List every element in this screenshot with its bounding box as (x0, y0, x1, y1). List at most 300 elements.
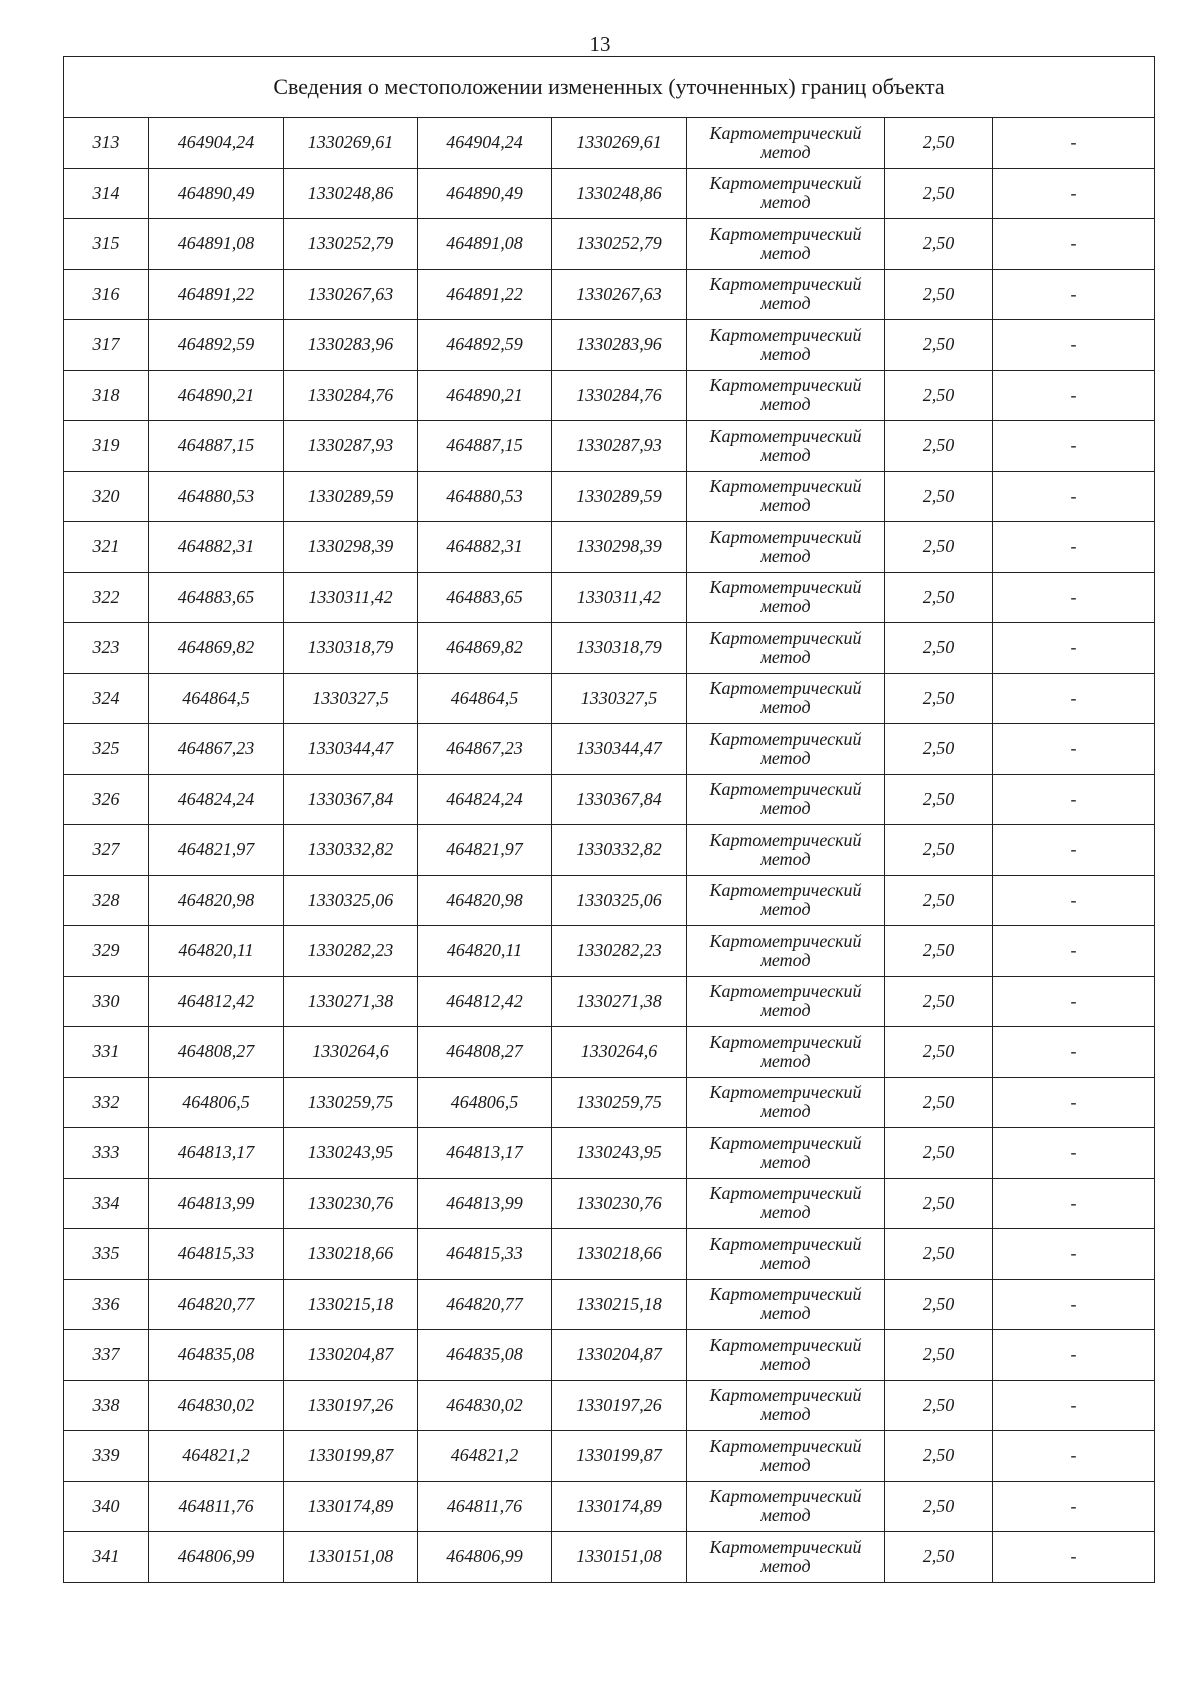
refined-x-cell: 464806,99 (418, 1532, 552, 1583)
method-line-2: метод (760, 697, 811, 718)
table-row (64, 825, 1155, 876)
point-number-cell: 315 (64, 219, 149, 270)
point-number-cell: 319 (64, 421, 149, 472)
refined-x-cell: 464891,22 (418, 269, 552, 320)
existing-x-cell: 464811,76 (149, 1481, 284, 1532)
method-line-1: Картометрический (709, 678, 862, 699)
table-row (64, 976, 1155, 1027)
page-number: 13 (589, 32, 611, 56)
point-number-cell: 331 (64, 1027, 149, 1078)
description-cell: - (993, 1380, 1155, 1431)
refined-y-cell: 1330298,39 (552, 522, 687, 573)
existing-x-cell: 464820,11 (149, 926, 284, 977)
method-line-1: Картометрический (709, 173, 862, 194)
refined-x-cell: 464813,99 (418, 1178, 552, 1229)
refined-x-cell: 464820,77 (418, 1279, 552, 1330)
method-line-2: метод (760, 899, 811, 920)
refined-x-cell: 464835,08 (418, 1330, 552, 1381)
point-number-cell: 318 (64, 370, 149, 421)
existing-y-cell: 1330332,82 (284, 825, 418, 876)
description-cell: - (993, 623, 1155, 674)
point-number-cell: 321 (64, 522, 149, 573)
existing-y-cell: 1330327,5 (284, 673, 418, 724)
existing-y-cell: 1330282,23 (284, 926, 418, 977)
method-cell (687, 1229, 885, 1280)
method-line-2: метод (760, 1303, 811, 1324)
accuracy-cell: 2,50 (885, 1380, 993, 1431)
accuracy-cell: 2,50 (885, 825, 993, 876)
existing-y-cell: 1330174,89 (284, 1481, 418, 1532)
existing-x-cell: 464883,65 (149, 572, 284, 623)
existing-x-cell: 464867,23 (149, 724, 284, 775)
refined-x-cell: 464880,53 (418, 471, 552, 522)
accuracy-cell: 2,50 (885, 875, 993, 926)
description-cell: - (993, 1481, 1155, 1532)
existing-x-cell: 464808,27 (149, 1027, 284, 1078)
method-line-2: метод (760, 1555, 811, 1576)
point-number-cell: 336 (64, 1279, 149, 1330)
refined-x-cell: 464820,11 (418, 926, 552, 977)
method-line-2: метод (760, 596, 811, 617)
description-cell: - (993, 774, 1155, 825)
point-number-cell: 325 (64, 724, 149, 775)
description-cell: - (993, 1178, 1155, 1229)
accuracy-cell: 2,50 (885, 623, 993, 674)
method-cell (687, 1077, 885, 1128)
refined-y-cell: 1330332,82 (552, 825, 687, 876)
refined-y-cell: 1330283,96 (552, 320, 687, 371)
existing-y-cell: 1330267,63 (284, 269, 418, 320)
method-cell (687, 1431, 885, 1482)
method-line-2: метод (760, 343, 811, 364)
point-number-cell: 330 (64, 976, 149, 1027)
refined-y-cell: 1330344,47 (552, 724, 687, 775)
method-line-2: метод (760, 1101, 811, 1122)
method-cell (687, 269, 885, 320)
table-row (64, 1178, 1155, 1229)
existing-x-cell: 464887,15 (149, 421, 284, 472)
method-line-1: Картометрический (709, 1486, 862, 1507)
refined-x-cell: 464867,23 (418, 724, 552, 775)
table-row (64, 1279, 1155, 1330)
existing-x-cell: 464821,97 (149, 825, 284, 876)
method-line-1: Картометрический (709, 1183, 862, 1204)
method-line-1: Картометрический (709, 1132, 862, 1153)
refined-y-cell: 1330284,76 (552, 370, 687, 421)
refined-x-cell: 464864,5 (418, 673, 552, 724)
method-cell (687, 421, 885, 472)
refined-x-cell: 464890,21 (418, 370, 552, 421)
refined-x-cell: 464882,31 (418, 522, 552, 573)
method-cell (687, 875, 885, 926)
point-number-cell: 324 (64, 673, 149, 724)
refined-y-cell: 1330311,42 (552, 572, 687, 623)
existing-x-cell: 464880,53 (149, 471, 284, 522)
table-row (64, 522, 1155, 573)
table-row (64, 421, 1155, 472)
description-cell: - (993, 471, 1155, 522)
refined-y-cell: 1330204,87 (552, 1330, 687, 1381)
existing-y-cell: 1330204,87 (284, 1330, 418, 1381)
method-line-1: Картометрический (709, 577, 862, 598)
point-number-cell: 316 (64, 269, 149, 320)
point-number-cell: 328 (64, 875, 149, 926)
method-cell (687, 623, 885, 674)
existing-y-cell: 1330287,93 (284, 421, 418, 472)
method-line-1: Картометрический (709, 122, 862, 143)
description-cell: - (993, 724, 1155, 775)
refined-y-cell: 1330174,89 (552, 1481, 687, 1532)
refined-y-cell: 1330271,38 (552, 976, 687, 1027)
existing-y-cell: 1330311,42 (284, 572, 418, 623)
refined-x-cell: 464821,2 (418, 1431, 552, 1482)
refined-x-cell: 464813,17 (418, 1128, 552, 1179)
existing-y-cell: 1330215,18 (284, 1279, 418, 1330)
refined-y-cell: 1330218,66 (552, 1229, 687, 1280)
refined-y-cell: 1330269,61 (552, 118, 687, 169)
refined-x-cell: 464824,24 (418, 774, 552, 825)
existing-x-cell: 464812,42 (149, 976, 284, 1027)
point-number-cell: 332 (64, 1077, 149, 1128)
accuracy-cell: 2,50 (885, 926, 993, 977)
accuracy-cell: 2,50 (885, 522, 993, 573)
accuracy-cell: 2,50 (885, 1279, 993, 1330)
method-cell (687, 774, 885, 825)
existing-x-cell: 464806,99 (149, 1532, 284, 1583)
existing-x-cell: 464835,08 (149, 1330, 284, 1381)
description-cell: - (993, 976, 1155, 1027)
accuracy-cell: 2,50 (885, 1128, 993, 1179)
method-cell (687, 522, 885, 573)
description-cell: - (993, 320, 1155, 371)
existing-x-cell: 464891,22 (149, 269, 284, 320)
table-row (64, 774, 1155, 825)
refined-x-cell: 464808,27 (418, 1027, 552, 1078)
refined-x-cell: 464806,5 (418, 1077, 552, 1128)
method-cell (687, 673, 885, 724)
description-cell: - (993, 118, 1155, 169)
existing-x-cell: 464904,24 (149, 118, 284, 169)
method-line-2: метод (760, 1353, 811, 1374)
existing-x-cell: 464815,33 (149, 1229, 284, 1280)
method-line-2: метод (760, 1454, 811, 1475)
table-row (64, 875, 1155, 926)
method-line-2: метод (760, 495, 811, 516)
method-line-2: метод (760, 747, 811, 768)
existing-y-cell: 1330199,87 (284, 1431, 418, 1482)
existing-x-cell: 464820,77 (149, 1279, 284, 1330)
method-line-2: метод (760, 1202, 811, 1223)
table-row (64, 1431, 1155, 1482)
description-cell: - (993, 673, 1155, 724)
method-line-1: Картометрический (709, 1233, 862, 1254)
refined-x-cell: 464883,65 (418, 572, 552, 623)
method-line-2: метод (760, 1404, 811, 1425)
accuracy-cell: 2,50 (885, 320, 993, 371)
method-line-2: метод (760, 1151, 811, 1172)
method-line-2: метод (760, 798, 811, 819)
method-cell (687, 219, 885, 270)
existing-x-cell: 464890,21 (149, 370, 284, 421)
table-row (64, 1532, 1155, 1583)
accuracy-cell: 2,50 (885, 370, 993, 421)
refined-y-cell: 1330230,76 (552, 1178, 687, 1229)
method-line-2: метод (760, 1050, 811, 1071)
method-cell (687, 1279, 885, 1330)
refined-y-cell: 1330327,5 (552, 673, 687, 724)
method-cell (687, 1330, 885, 1381)
accuracy-cell: 2,50 (885, 219, 993, 270)
method-line-2: метод (760, 646, 811, 667)
method-cell (687, 926, 885, 977)
refined-x-cell: 464887,15 (418, 421, 552, 472)
refined-y-cell: 1330197,26 (552, 1380, 687, 1431)
table-row (64, 1027, 1155, 1078)
point-number-cell: 317 (64, 320, 149, 371)
refined-y-cell: 1330252,79 (552, 219, 687, 270)
description-cell: - (993, 168, 1155, 219)
refined-y-cell: 1330287,93 (552, 421, 687, 472)
point-number-cell: 340 (64, 1481, 149, 1532)
refined-y-cell: 1330243,95 (552, 1128, 687, 1179)
accuracy-cell: 2,50 (885, 673, 993, 724)
method-cell (687, 1128, 885, 1179)
table-row (64, 1380, 1155, 1431)
refined-x-cell: 464891,08 (418, 219, 552, 270)
method-cell (687, 1481, 885, 1532)
existing-x-cell: 464890,49 (149, 168, 284, 219)
method-cell (687, 370, 885, 421)
existing-x-cell: 464864,5 (149, 673, 284, 724)
accuracy-cell: 2,50 (885, 1077, 993, 1128)
existing-x-cell: 464813,17 (149, 1128, 284, 1179)
method-line-1: Картометрический (709, 1082, 862, 1103)
existing-y-cell: 1330283,96 (284, 320, 418, 371)
method-cell (687, 320, 885, 371)
existing-x-cell: 464820,98 (149, 875, 284, 926)
table-row (64, 1128, 1155, 1179)
description-cell: - (993, 1077, 1155, 1128)
existing-x-cell: 464813,99 (149, 1178, 284, 1229)
existing-x-cell: 464821,2 (149, 1431, 284, 1482)
description-cell: - (993, 1128, 1155, 1179)
refined-x-cell: 464892,59 (418, 320, 552, 371)
method-line-1: Картометрический (709, 425, 862, 446)
point-number-cell: 341 (64, 1532, 149, 1583)
point-number-cell: 327 (64, 825, 149, 876)
description-cell: - (993, 1027, 1155, 1078)
method-cell (687, 471, 885, 522)
method-line-1: Картометрический (709, 1435, 862, 1456)
method-line-1: Картометрический (709, 829, 862, 850)
existing-y-cell: 1330318,79 (284, 623, 418, 674)
method-line-1: Картометрический (709, 930, 862, 951)
existing-y-cell: 1330344,47 (284, 724, 418, 775)
table-row (64, 1481, 1155, 1532)
existing-y-cell: 1330271,38 (284, 976, 418, 1027)
accuracy-cell: 2,50 (885, 118, 993, 169)
refined-x-cell: 464811,76 (418, 1481, 552, 1532)
accuracy-cell: 2,50 (885, 724, 993, 775)
table-row (64, 168, 1155, 219)
accuracy-cell: 2,50 (885, 1229, 993, 1280)
coordinates-table (63, 56, 1155, 1583)
table-row (64, 1229, 1155, 1280)
method-cell (687, 168, 885, 219)
description-cell: - (993, 1431, 1155, 1482)
point-number-cell: 335 (64, 1229, 149, 1280)
table-row (64, 118, 1155, 169)
table-row (64, 471, 1155, 522)
method-line-1: Картометрический (709, 1031, 862, 1052)
table-row (64, 1330, 1155, 1381)
existing-y-cell: 1330218,66 (284, 1229, 418, 1280)
table-row (64, 370, 1155, 421)
point-number-cell: 322 (64, 572, 149, 623)
method-cell (687, 976, 885, 1027)
accuracy-cell: 2,50 (885, 1431, 993, 1482)
method-cell (687, 825, 885, 876)
refined-y-cell: 1330267,63 (552, 269, 687, 320)
method-line-1: Картометрический (709, 1284, 862, 1305)
table-row (64, 926, 1155, 977)
point-number-cell: 329 (64, 926, 149, 977)
method-line-1: Картометрический (709, 1385, 862, 1406)
method-line-2: метод (760, 444, 811, 465)
accuracy-cell: 2,50 (885, 1330, 993, 1381)
refined-y-cell: 1330325,06 (552, 875, 687, 926)
accuracy-cell: 2,50 (885, 1027, 993, 1078)
method-line-2: метод (760, 242, 811, 263)
method-line-1: Картометрический (709, 981, 862, 1002)
refined-x-cell: 464815,33 (418, 1229, 552, 1280)
method-line-1: Картометрический (709, 223, 862, 244)
accuracy-cell: 2,50 (885, 421, 993, 472)
accuracy-cell: 2,50 (885, 572, 993, 623)
refined-y-cell: 1330282,23 (552, 926, 687, 977)
existing-y-cell: 1330264,6 (284, 1027, 418, 1078)
existing-y-cell: 1330284,76 (284, 370, 418, 421)
refined-x-cell: 464812,42 (418, 976, 552, 1027)
table-row (64, 623, 1155, 674)
table-row (64, 269, 1155, 320)
method-cell (687, 118, 885, 169)
accuracy-cell: 2,50 (885, 269, 993, 320)
method-line-1: Картометрический (709, 1334, 862, 1355)
refined-y-cell: 1330199,87 (552, 1431, 687, 1482)
point-number-cell: 314 (64, 168, 149, 219)
refined-x-cell: 464904,24 (418, 118, 552, 169)
description-cell: - (993, 1279, 1155, 1330)
refined-x-cell: 464821,97 (418, 825, 552, 876)
method-line-2: метод (760, 141, 811, 162)
accuracy-cell: 2,50 (885, 471, 993, 522)
description-cell: - (993, 522, 1155, 573)
table-row (64, 572, 1155, 623)
existing-y-cell: 1330289,59 (284, 471, 418, 522)
method-cell (687, 1178, 885, 1229)
method-line-1: Картометрический (709, 526, 862, 547)
method-line-2: метод (760, 394, 811, 415)
accuracy-cell: 2,50 (885, 976, 993, 1027)
method-cell (687, 724, 885, 775)
existing-x-cell: 464892,59 (149, 320, 284, 371)
existing-y-cell: 1330151,08 (284, 1532, 418, 1583)
refined-y-cell: 1330215,18 (552, 1279, 687, 1330)
refined-y-cell: 1330264,6 (552, 1027, 687, 1078)
existing-y-cell: 1330325,06 (284, 875, 418, 926)
table-row (64, 219, 1155, 270)
refined-y-cell: 1330289,59 (552, 471, 687, 522)
method-cell (687, 1027, 885, 1078)
method-cell (687, 572, 885, 623)
description-cell: - (993, 825, 1155, 876)
method-line-2: метод (760, 192, 811, 213)
table-title: Сведения о местоположении измененных (уточненных) границ объекта (64, 57, 1155, 118)
method-line-1: Картометрический (709, 375, 862, 396)
method-cell (687, 1380, 885, 1431)
refined-y-cell: 1330259,75 (552, 1077, 687, 1128)
description-cell: - (993, 269, 1155, 320)
description-cell: - (993, 572, 1155, 623)
existing-x-cell: 464891,08 (149, 219, 284, 270)
existing-y-cell: 1330259,75 (284, 1077, 418, 1128)
existing-x-cell: 464806,5 (149, 1077, 284, 1128)
existing-x-cell: 464882,31 (149, 522, 284, 573)
description-cell: - (993, 875, 1155, 926)
table-body (64, 118, 1155, 1583)
method-line-2: метод (760, 949, 811, 970)
method-line-1: Картометрический (709, 324, 862, 345)
method-line-1: Картометрический (709, 779, 862, 800)
method-line-2: метод (760, 545, 811, 566)
existing-y-cell: 1330243,95 (284, 1128, 418, 1179)
accuracy-cell: 2,50 (885, 1178, 993, 1229)
method-line-1: Картометрический (709, 728, 862, 749)
method-line-1: Картометрический (709, 274, 862, 295)
table-row (64, 724, 1155, 775)
existing-y-cell: 1330197,26 (284, 1380, 418, 1431)
description-cell: - (993, 370, 1155, 421)
method-line-2: метод (760, 1252, 811, 1273)
description-cell: - (993, 1330, 1155, 1381)
refined-y-cell: 1330151,08 (552, 1532, 687, 1583)
table-row (64, 320, 1155, 371)
refined-y-cell: 1330318,79 (552, 623, 687, 674)
refined-y-cell: 1330248,86 (552, 168, 687, 219)
method-line-1: Картометрический (709, 880, 862, 901)
description-cell: - (993, 926, 1155, 977)
refined-x-cell: 464869,82 (418, 623, 552, 674)
point-number-cell: 320 (64, 471, 149, 522)
table-row (64, 1077, 1155, 1128)
description-cell: - (993, 1532, 1155, 1583)
existing-x-cell: 464869,82 (149, 623, 284, 674)
point-number-cell: 337 (64, 1330, 149, 1381)
accuracy-cell: 2,50 (885, 774, 993, 825)
existing-x-cell: 464824,24 (149, 774, 284, 825)
description-cell: - (993, 219, 1155, 270)
existing-y-cell: 1330298,39 (284, 522, 418, 573)
existing-y-cell: 1330269,61 (284, 118, 418, 169)
point-number-cell: 334 (64, 1178, 149, 1229)
method-line-2: метод (760, 1000, 811, 1021)
table-title-row (64, 57, 1155, 118)
existing-x-cell: 464830,02 (149, 1380, 284, 1431)
table-row (64, 673, 1155, 724)
method-line-1: Картометрический (709, 627, 862, 648)
point-number-cell: 338 (64, 1380, 149, 1431)
